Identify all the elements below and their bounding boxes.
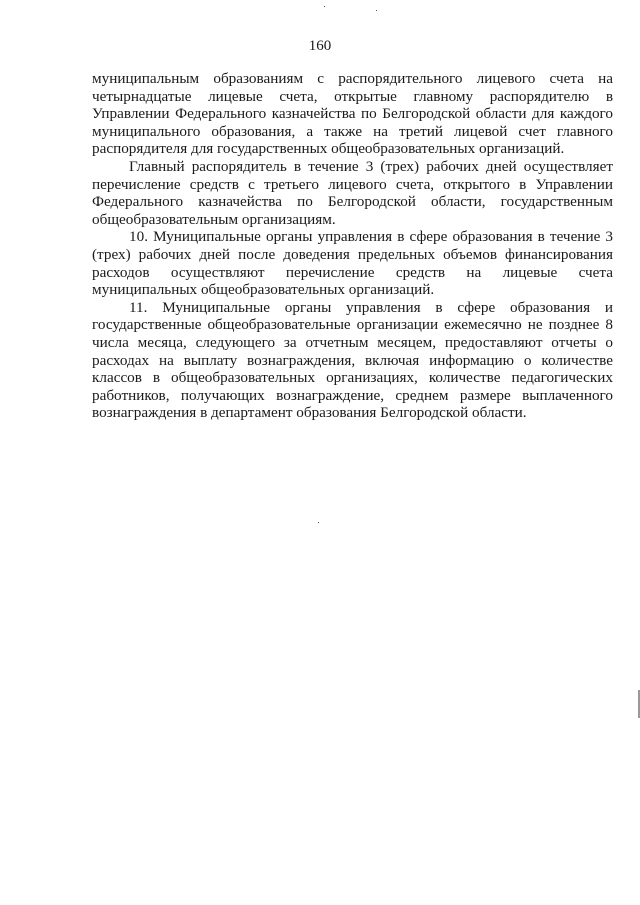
scan-speck xyxy=(376,10,377,11)
paragraph-item-11: 11. Муниципальные органы управления в сфере образования и государственные общеобразовательные организации ежемесячно не позднее 8 числа месяца, следующего за отчетным месяцем, предоставляют отчеты о расходах на выплату вознаграждения, включая информацию о количестве классов в общеобразовательных организациях, количестве педагогических работников, получающих вознаграждение, среднем размере выплаченного вознаграждения в департамент образования Белгородской области. xyxy=(92,298,613,422)
paragraph-continuation: муниципальным образованиям с распорядительного лицевого счета на четырнадцатые лицевые счета, открытые главному распорядителю в Управлении Федерального казначейства по Белгородской области для каждого муниципального образования, а также на третий лицевой счет главного распорядителя для государственных общеобразовательных организаций. xyxy=(92,70,613,158)
paragraph-item-10: 10. Муниципальные органы управления в сфере образования в течение 3 (трех) рабочих дней после доведения предельных объемов финансирования расходов осуществляют перечисление средств на лицевые счета муниципальных общеобразовательных организаций. xyxy=(92,228,613,299)
document-body xyxy=(92,70,613,422)
page-number: 160 xyxy=(308,38,332,54)
paragraph-main-distributor: Главный распорядитель в течение 3 (трех) рабочих дней осуществляет перечисление средств с третьего лицевого счета, открытого в Управлении Федерального казначейства по Белгородской области, государственным общеобразовательным организациям. xyxy=(92,157,613,228)
scan-speck xyxy=(318,522,319,523)
scan-speck xyxy=(324,6,325,7)
